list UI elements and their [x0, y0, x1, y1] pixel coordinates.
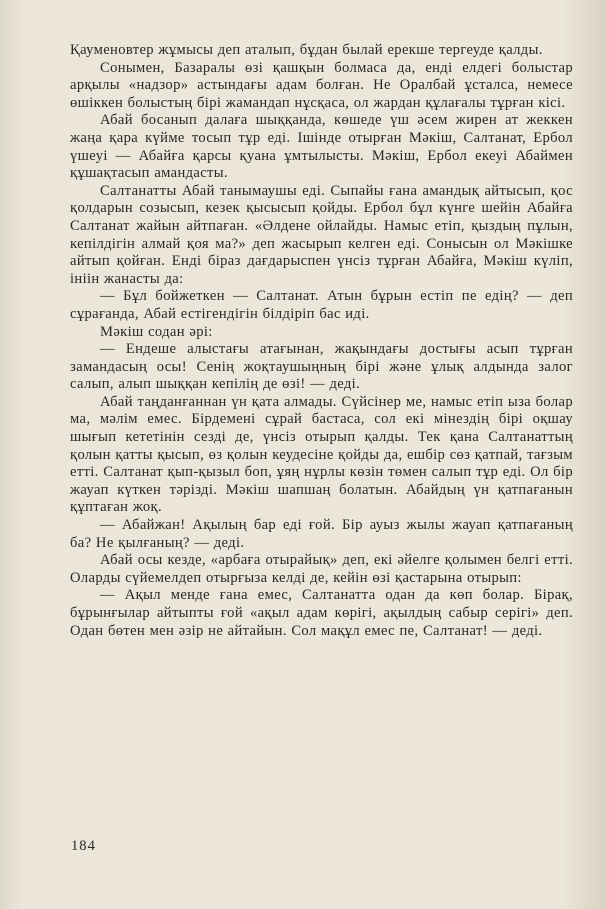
page-number: 184: [71, 838, 96, 854]
paragraph: Мәкіш содан әрі:: [100, 323, 213, 340]
paragraph: Қауменовтер жұмысы деп аталып, бұдан былай ерекше тергеуде қалды.: [70, 42, 543, 58]
paragraph: Абай босанып далаға шыққанда, көшеде үш әсем жирен ат жеккен жаңа қара күйме тосып тұр еді. Ішінде отырған Мәкіш, Салтанат, Ербол үшеуі — Абайға қарсы қуана ұмтылысты. Мәкіш, Ербол екеуі Абаймен құшақтасып амандасты.: [70, 112, 573, 182]
paragraph: — Бұл бойжеткен — Салтанат. Атын бұрын естіп пе едің? — деп сұрағанда, Абай естігендігін білдіріп бас иді.: [70, 288, 573, 322]
paragraph: — Абайжан! Ақылың бар еді ғой. Бір ауыз жылы жауап қатпағаның ба? Не қылғаның? — деді.: [70, 517, 573, 551]
paragraph: Салтанатты Абай танымаушы еді. Сыпайы ғана амандық айтысып, қос қолдарын созысып, кезек қысысып қойды. Ербол бұл күнге шейін Абайға Салтанат жайын айтпаған. «Әлдене ойлайды. Намыс етіп, қыздың пұлын, кепілдігін алмай қоя ма?» деп жасырып келген еді. Сонысын ол Мәкішке айтып қойған. Енді біраз дағдарыспен үнсіз тұрған Абайға, Мәкіш күліп, ініін жанасты да:: [70, 182, 573, 287]
page-text: [70, 42, 573, 640]
paragraph: — Ендеше алыстағы атағынан, жақындағы достығы асып тұрған замандасың осы! Сенің жоқтаушыңның бірі және ұлық алдында залог салып, алып шыққан кепілің де өзі! — деді.: [70, 341, 573, 393]
paragraph: — Ақыл менде ғана емес, Салтанатта одан да көп болар. Бірақ, бұрынғылар айтыпты ғой «ақыл адам көрігі, ақылдың сабыр серігі» деп. Одан бөтен мен әзір не айтайын. Сол мақұл емес пе, Салтанат! — деді.: [70, 587, 573, 639]
paragraph: Абай осы кезде, «арбаға отырайық» деп, екі әйелге қолымен белгі етті. Оларды сүйемелдеп отырғыза келді де, кейін өзі қастарына отырып:: [70, 552, 573, 586]
paragraph: Абай таңданғаннан үн қата алмады. Сүйсінер ме, намыс етіп ыза болар ма, мәлім емес. Бірдемені сұрай бастаса, сол екі мінездің бірі оқшау шығып кететінін сезді де, үнсіз отырып қалды. Тек қана Салтанаттың қолын қатты қысып, өз қолын кеудесіне қойды да, ешбір сөз қатпай, тағзым етті. Салтанат қып-қызыл боп, ұяң нұрлы көзін төмен салып тұр еді. Ол бір жауап күткен тәрізді. Мәкіш шапшаң болатын. Абайдың үн қатпағанын құптаған жоқ.: [70, 393, 573, 516]
paragraph: Сонымен, Базаралы өзі қашқын болмаса да, енді елдегі болыстар арқылы «надзор» астындағы адам болған. Не Оралбай ұсталса, немесе өшіккен болыстың бірі жамандап нұсқаса, ол жардан құлағалы тұрған кісі.: [70, 59, 573, 111]
